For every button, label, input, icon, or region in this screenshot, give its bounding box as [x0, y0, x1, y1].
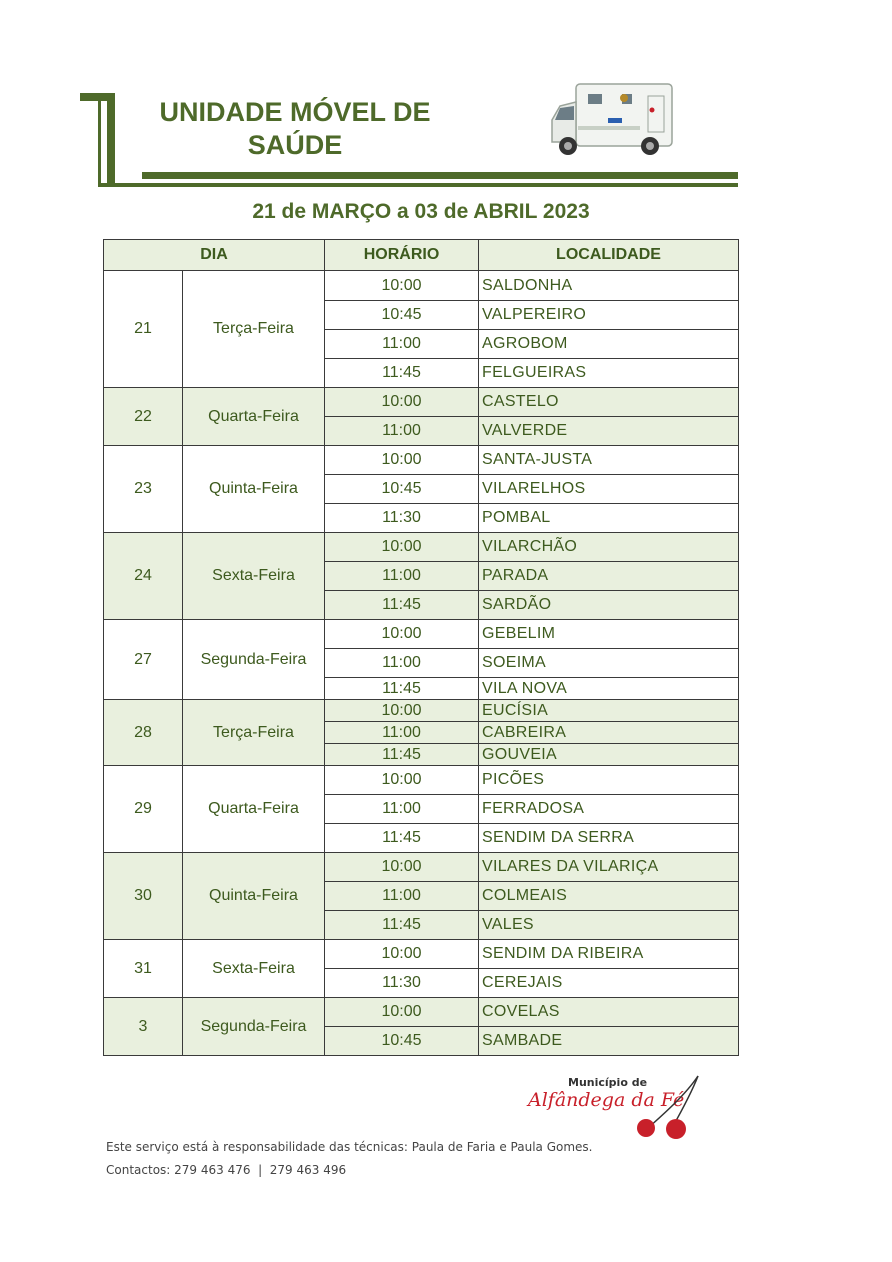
cell-time: 10:00 [325, 388, 479, 417]
logo-text-line-2: Alfândega da Fé [528, 1089, 685, 1111]
table-row [104, 446, 739, 475]
column-header-time: HORÁRIO [325, 240, 479, 271]
cell-weekday: Quinta-Feira [183, 446, 325, 533]
cell-weekday: Segunda-Feira [183, 620, 325, 700]
cell-location: SENDIM DA RIBEIRA [479, 940, 739, 969]
cell-day-number: 27 [104, 620, 183, 700]
cherry-icon-left [637, 1119, 655, 1137]
cell-weekday: Segunda-Feira [183, 998, 325, 1056]
cell-time: 10:00 [325, 620, 479, 649]
schedule-body [104, 271, 739, 1056]
cell-time: 11:45 [325, 911, 479, 940]
cell-location: VALVERDE [479, 417, 739, 446]
cell-day-number: 29 [104, 766, 183, 853]
cell-time: 10:00 [325, 271, 479, 301]
title-line-1: UNIDADE MÓVEL DE [159, 97, 431, 127]
cell-time: 10:00 [325, 446, 479, 475]
cell-time: 11:00 [325, 795, 479, 824]
cell-location: SANTA-JUSTA [479, 446, 739, 475]
cell-time: 10:00 [325, 700, 479, 722]
cell-weekday: Sexta-Feira [183, 940, 325, 998]
cell-location: CABREIRA [479, 722, 739, 744]
cell-time: 10:00 [325, 940, 479, 969]
cell-location: PICÕES [479, 766, 739, 795]
header-frame-bottom-inner [142, 172, 738, 179]
cell-time: 11:30 [325, 504, 479, 533]
cell-location: CASTELO [479, 388, 739, 417]
cell-weekday: Quarta-Feira [183, 388, 325, 446]
ambulance-van-image [548, 80, 678, 160]
cell-weekday: Terça-Feira [183, 700, 325, 766]
table-row [104, 766, 739, 795]
table-row [104, 533, 739, 562]
table-header-row [104, 240, 739, 271]
cell-time: 10:45 [325, 301, 479, 330]
schedule-period: 21 de MARÇO a 03 de ABRIL 2023 [252, 200, 590, 223]
cell-time: 10:00 [325, 853, 479, 882]
table-row [104, 853, 739, 882]
cell-weekday: Sexta-Feira [183, 533, 325, 620]
table-row [104, 271, 739, 301]
cell-day-number: 30 [104, 853, 183, 940]
cell-location: FERRADOSA [479, 795, 739, 824]
cell-location: COVELAS [479, 998, 739, 1027]
page-title [150, 96, 440, 162]
municipality-logo [526, 1072, 706, 1140]
cell-location: GOUVEIA [479, 744, 739, 766]
table-row [104, 388, 739, 417]
footer-contacts: Contactos: 279 463 476 | 279 463 496 [106, 1163, 347, 1177]
cell-location: AGROBOM [479, 330, 739, 359]
cell-location: SOEIMA [479, 649, 739, 678]
column-header-day: DIA [104, 240, 325, 271]
cell-time: 11:45 [325, 824, 479, 853]
column-header-location: LOCALIDADE [479, 240, 739, 271]
table-row [104, 620, 739, 649]
cell-location: PARADA [479, 562, 739, 591]
cell-location: VILARCHÃO [479, 533, 739, 562]
cell-day-number: 28 [104, 700, 183, 766]
cell-time: 11:00 [325, 649, 479, 678]
cell-location: EUCÍSIA [479, 700, 739, 722]
cell-time: 11:45 [325, 744, 479, 766]
cell-weekday: Quinta-Feira [183, 853, 325, 940]
logo-text-line-1: Município de [568, 1076, 648, 1089]
table-row [104, 940, 739, 969]
cell-time: 11:45 [325, 359, 479, 388]
cell-time: 11:45 [325, 678, 479, 700]
cell-weekday: Terça-Feira [183, 271, 325, 388]
cell-location: VALES [479, 911, 739, 940]
cell-location: VILA NOVA [479, 678, 739, 700]
cell-time: 11:45 [325, 591, 479, 620]
cell-location: FELGUEIRAS [479, 359, 739, 388]
footer-responsibility: Este serviço está à responsabilidade das técnicas: Paula de Faria e Paula Gomes. [106, 1140, 593, 1154]
cell-time: 11:00 [325, 330, 479, 359]
cell-location: VILARES DA VILARIÇA [479, 853, 739, 882]
cell-time: 11:00 [325, 722, 479, 744]
cell-time: 10:45 [325, 1027, 479, 1056]
table-row [104, 700, 739, 722]
cell-location: SAMBADE [479, 1027, 739, 1056]
table-row [104, 998, 739, 1027]
cell-location: VILARELHOS [479, 475, 739, 504]
cell-day-number: 31 [104, 940, 183, 998]
cell-weekday: Quarta-Feira [183, 766, 325, 853]
cell-time: 11:00 [325, 882, 479, 911]
cell-location: POMBAL [479, 504, 739, 533]
title-line-2: SAÚDE [247, 130, 343, 160]
header-frame-left-outer [107, 93, 115, 183]
cell-location: SENDIM DA SERRA [479, 824, 739, 853]
cell-day-number: 3 [104, 998, 183, 1056]
cell-day-number: 21 [104, 271, 183, 388]
cherry-icon-right [666, 1119, 686, 1139]
cell-time: 10:00 [325, 766, 479, 795]
cell-time: 10:00 [325, 998, 479, 1027]
cell-location: SALDONHA [479, 271, 739, 301]
cell-time: 11:00 [325, 417, 479, 446]
cell-time: 11:30 [325, 969, 479, 998]
header-frame-bottom-outer [98, 183, 738, 187]
schedule-table [103, 239, 739, 1056]
cell-day-number: 24 [104, 533, 183, 620]
cell-location: VALPEREIRO [479, 301, 739, 330]
cell-location: SARDÃO [479, 591, 739, 620]
cell-time: 11:00 [325, 562, 479, 591]
header-frame-left-inner [98, 101, 101, 183]
cell-location: COLMEAIS [479, 882, 739, 911]
cell-time: 10:00 [325, 533, 479, 562]
footer [106, 1136, 592, 1182]
cell-location: GEBELIM [479, 620, 739, 649]
cell-day-number: 23 [104, 446, 183, 533]
cell-time: 10:45 [325, 475, 479, 504]
cell-day-number: 22 [104, 388, 183, 446]
cell-location: CEREJAIS [479, 969, 739, 998]
